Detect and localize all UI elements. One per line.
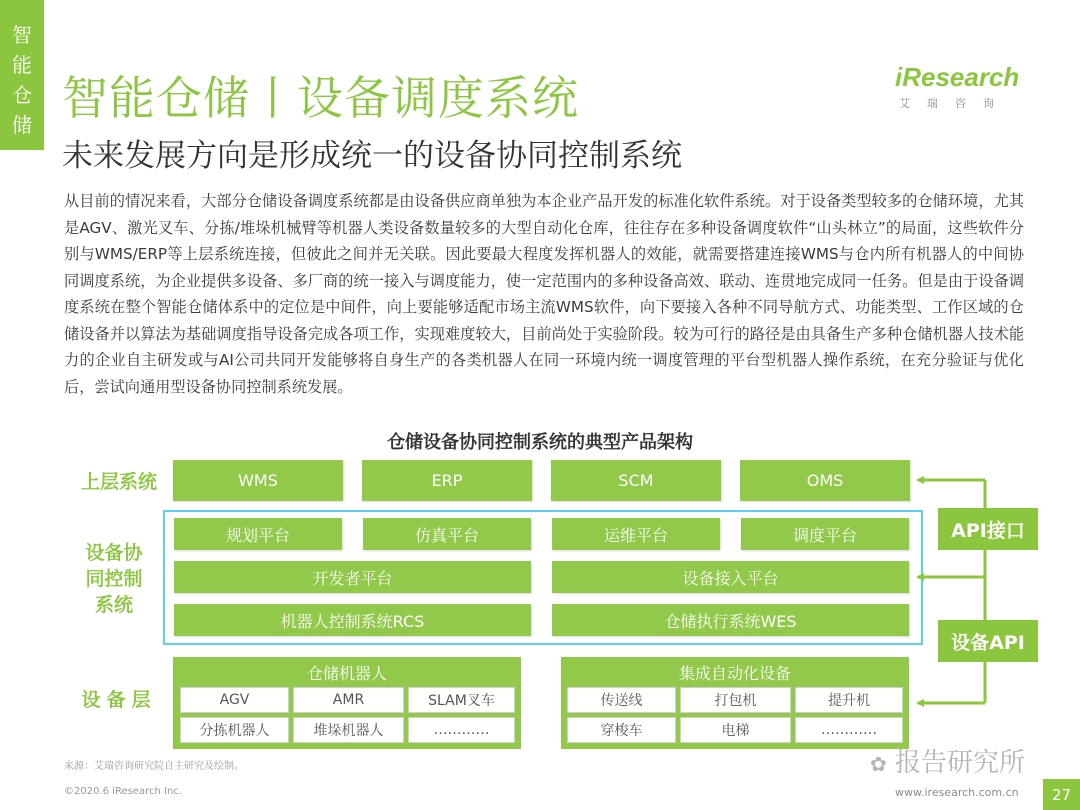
- platform-dispatch: 调度平台: [741, 518, 909, 550]
- page-subtitle: 未来发展方向是形成统一的设备协同控制系统: [62, 138, 682, 174]
- diagram-title: 仓储设备协同控制系统的典型产品架构: [387, 432, 693, 453]
- layer-label-upper: 上层系统: [80, 471, 157, 493]
- device-item: 提升机: [795, 687, 903, 713]
- source-note: 来源：艾瑞咨询研究院自主研究及绘制。: [64, 761, 244, 772]
- warehouse-execution-system: 仓储执行系统WES: [552, 604, 909, 636]
- device-item: …………: [795, 717, 903, 743]
- device-item: 传送线: [567, 687, 676, 713]
- logo-subtext: 艾瑞咨询: [899, 97, 1011, 110]
- layer-label-middle: 设备协同控制系统: [85, 542, 143, 616]
- developer-platform: 开发者平台: [174, 561, 531, 593]
- copyright: ©2020.6 iResearch Inc.: [64, 786, 182, 797]
- api-interface-box: API接口: [938, 508, 1038, 550]
- side-tab-char: 储: [12, 113, 32, 137]
- wechat-icon: ✿: [870, 752, 887, 776]
- page-number: 27: [1043, 779, 1080, 810]
- device-item: 电梯: [680, 717, 791, 743]
- device-access-platform: 设备接入平台: [552, 561, 909, 593]
- robot-control-system: 机器人控制系统RCS: [174, 604, 531, 636]
- side-tab-char: 仓: [12, 83, 32, 107]
- site-url: www.iresearch.com.cn: [895, 786, 1019, 799]
- robots-group-title: 仓储机器人: [306, 663, 387, 683]
- automation-group-title: 集成自动化设备: [678, 663, 791, 683]
- device-item: AMR: [293, 687, 404, 713]
- device-item: 穿梭车: [567, 717, 676, 743]
- upper-system-scm: SCM: [551, 460, 721, 501]
- upper-system-oms: OMS: [740, 460, 910, 501]
- side-tab-char: 智: [12, 23, 32, 47]
- body-paragraph: 从目前的情况来看，大部分仓储设备调度系统都是由设备供应商单独为本企业产品开发的标准化软件系统。对于设备类型较多的仓储环境，尤其是AGV、激光叉车、分拣/堆垛机械臂等机器人类设备数量较多的大型自动化仓库，往往存在多种设备调度软件“山头林立”的局面，这些软件分别与WMS/ERP等上层系统连接，但彼此之间并无关联。因此要最大程度发挥机器人的效能，就需要搭建连接WMS与仓内所有机器人的中间协同调度系统，为企业提供多设备、多厂商的统一接入与调度能力，使一定范围内的多种设备高效、联动、连贯地完成同一任务。但是由于设备调度系统在整个智能仓储体系中的定位是中间件，向上要能够适配市场主流WMS软件，向下要接入各种不同导航方式、功能类型、工作区域的仓储设备并以算法为基础调度指导设备完成各项工作，实现难度较大，目前尚处于实验阶段。较为可行的路径是由具备生产多种仓储机器人技术能力的企业自主研发或与AI公司共同开发能够将自身生产的各类机器人在同一环境内统一调度管理的平台型机器人操作系统，在充分验证与优化后，尝试向通用型设备协同控制系统发展。: [64, 192, 1024, 396]
- device-item: …………: [408, 717, 515, 743]
- platform-planning: 规划平台: [174, 518, 342, 550]
- page-title: 智能仓储丨设备调度系统: [62, 71, 579, 125]
- layer-label-device: 设备层: [81, 689, 157, 711]
- upper-system-erp: ERP: [362, 460, 532, 501]
- side-tab-char: 能: [12, 53, 32, 77]
- watermark: [870, 742, 1025, 779]
- logo-text: iResearch: [895, 62, 1020, 92]
- platform-operations: 运维平台: [552, 518, 720, 550]
- upper-system-wms: WMS: [173, 460, 343, 501]
- device-item: 分拣机器人: [180, 717, 289, 743]
- platform-simulation: 仿真平台: [363, 518, 531, 550]
- watermark-text: 报告研究所: [895, 748, 1026, 778]
- device-item: SLAM叉车: [408, 687, 515, 713]
- device-item: AGV: [180, 687, 289, 713]
- device-item: 打包机: [680, 687, 791, 713]
- device-api-box: 设备API: [938, 620, 1038, 662]
- device-item: 堆垛机器人: [293, 717, 404, 743]
